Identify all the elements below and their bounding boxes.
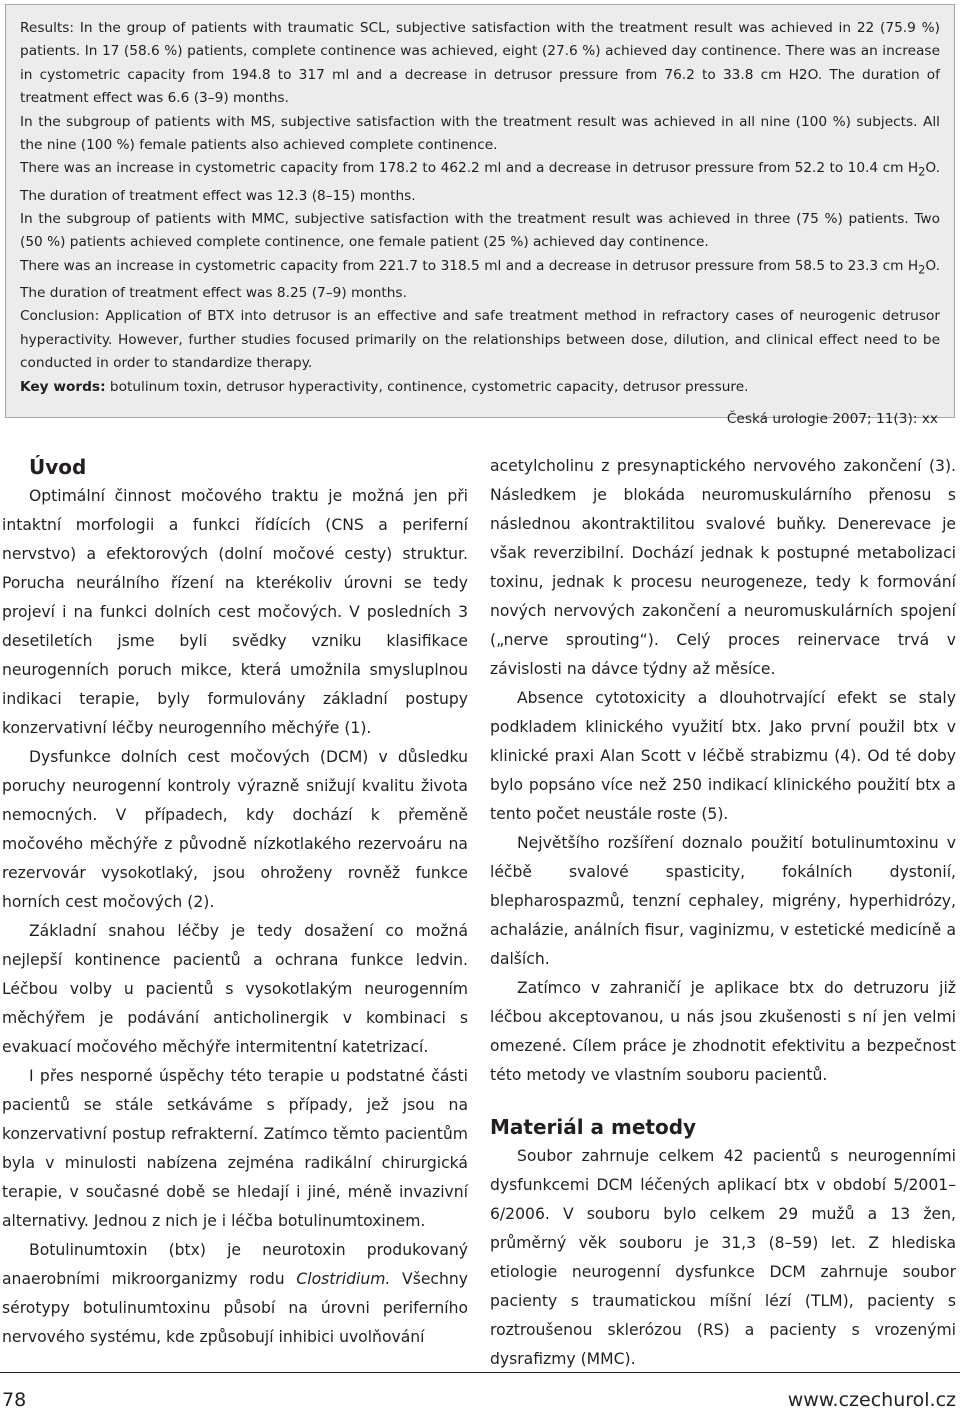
mmc-measurements-text: There was an increase in cystometric capacity from 221.7 to 318.5 ml and a decrease in detrusor pressure from 58.5 to 23.3 cm H xyxy=(20,257,919,274)
abstract-mmc-measurements xyxy=(20,255,940,306)
ms-subscript: 2 xyxy=(918,165,926,180)
intro-paragraph-4: I přes nesporné úspěchy této terapie u podstatné části pacientů se stále setkáváme s případy, jež jsou na konzervativní postup refrakterní. Zatímco těmto pacientům byla v minulosti nabízena zejména radikální chirurgická terapie, v současné době se hledají i jiné, méně invazivní alternativy. Jednou z nich je i léčba botulinumtoxinem. xyxy=(2,1067,468,1230)
right-column xyxy=(490,452,956,1374)
abstract-mmc-paragraph: In the subgroup of patients with MMC, subjective satisfaction with the treatment result was achieved in three (75 %) patients. Two (50 %) patients achieved complete continence, one female patient (25 %) achieved day continence. xyxy=(20,210,940,251)
right-paragraph-2: Absence cytotoxicity a dlouhotrvající efekt se staly podkladem klinického využití btx. Jako první použil btx v klinické praxi Alan Scott v léčbě strabizmu (4). Od té doby bylo popsáno více než 250 indikací klinického použití btx a tento počet neustále roste (5). xyxy=(490,689,956,823)
intro-paragraph-5 xyxy=(2,1236,468,1352)
continued-paragraph: acetylcholinu z presynaptického nervového zakončení (3). Následkem je blokáda neuromuskulárního přenosu s následnou akontraktilitou svalové buňky. Denerevace je však reverzibilní. Dochází jednak k postupné metabolizaci toxinu, jednak k procesu neurogeneze, tedy k formování nových nervových zakončení a neuromuskulárních spojení („nerve sprouting“). Celý proces reinervace trvá v závislosti na dávce týdny až měsíce. xyxy=(490,457,956,678)
abstract-results-paragraph: Results: In the group of patients with traumatic SCL, subjective satisfaction with the treatment result was achieved in 22 (75.9 %) patients. In 17 (58.6 %) patients, complete continence was achieved, eight (27.6 %) achieved day continence. There was an increase in cystometric capacity from 194.8 to 317 ml and a decrease in detrusor pressure from 76.2 to 33.8 cm H2O. The duration of treatment effect was 6.6 (3–9) months. xyxy=(20,20,940,107)
mmc-duration-text: O. The duration of treatment effect was 8.25 (7–9) months. xyxy=(20,257,940,301)
intro-heading: Úvod xyxy=(29,455,87,479)
abstract-ms-paragraph: In the subgroup of patients with MS, subjective satisfaction with the treatment result was achieved in all nine (100 %) subjects. All the nine (100 %) female patients also achieved complete continence. xyxy=(20,113,940,154)
abstract-ms-measurements xyxy=(20,157,940,208)
page-footer xyxy=(0,1372,960,1421)
abstract-box xyxy=(5,4,955,427)
btx-text-a: Botulinumtoxin (btx) je neurotoxin produkovaný anaerobními mikroorganizmy rodu xyxy=(2,1241,468,1288)
keywords-label: Key words: xyxy=(20,378,106,395)
abstract-keywords xyxy=(20,376,940,399)
page-number: 78 xyxy=(2,1389,27,1411)
right-paragraph-4: Zatímco v zahraničí je aplikace btx do detruzoru již léčbou akceptovanou, u nás jsou zkušenosti s ní jen velmi omezené. Cílem práce je zhodnotit efektivitu a bezpečnost této metody ve vlastním souboru pacientů. xyxy=(490,979,956,1084)
left-column xyxy=(2,452,468,1352)
right-paragraph-3: Největšího rozšíření doznalo použití botulinumtoxinu v léčbě svalové spasticity, fokálních dystonií, blepharospazmů, tenzní cephaley, migrény, hyperhidrózy, achalázie, análních fisur, vaginizmu, v estetické medicíně a dalších. xyxy=(490,834,956,968)
keywords-text: botulinum toxin, detrusor hyperactivity, continence, cystometric capacity, detrusor pressure. xyxy=(105,378,749,395)
ms-measurements-text: There was an increase in cystometric capacity from 178.2 to 462.2 ml and a decrease in detrusor pressure from 52.2 to 10.4 cm H xyxy=(20,160,919,177)
intro-paragraph-3: Základní snahou léčby je tedy dosažení co možná nejlepší kontinence pacientů a ochrana funkce ledvin. Léčbou volby u pacientů s vysokotlakým neurogenním měchýřem je podávání anticholinergik v kombinaci s evakuací močového měchýře intermitentní katetrizací. xyxy=(2,922,468,1056)
mmc-subscript: 2 xyxy=(918,262,926,277)
journal-url[interactable]: www.czechurol.cz xyxy=(787,1389,956,1411)
methods-paragraph: Soubor zahrnuje celkem 42 pacientů s neurogenními dysfunkcemi DCM léčených aplikací btx v období 5/2001–6/2006. V souboru bylo celkem 29 mužů a 13 žen, průměrný věk souboru je 31,3 (8–59) let. Z hlediska etiologie neurogenní dysfunkce DCM zahrnuje soubor pacienty s traumatickou míšní lézí (TLM), pacienty s roztroušenou sklerózou (RS) a pacienty s vrozenými dysrafizmy (MMC). xyxy=(490,1147,956,1368)
methods-heading: Materiál a metody xyxy=(490,1115,697,1139)
abstract-conclusion: Conclusion: Application of BTX into detrusor is an effective and safe treatment method in refractory cases of neurogenic detrusor hyperactivity. However, further studies focused primarily on the relationships between dose, dilution, and clinical effect need to be conducted in order to standardize therapy. xyxy=(20,308,940,372)
intro-paragraph-2: Dysfunkce dolních cest močových (DCM) v důsledku poruchy neurogenní kontroly výrazně snižují kvalitu života nemocných. V případech, kdy dochází k přeměně močového měchýře z původně nízkotlakého rezervoáru na rezervovár vysokotlaký, jsou ohroženy rovněž funkce horních cest močových (2). xyxy=(2,748,468,911)
intro-paragraph-1: Optimální činnost močového traktu je možná jen při intaktní morfologii a funkci řídících (CNS a periferní nervstvo) a efektorových (dolní močové cesty) struktur. Porucha neurálního řízení na kterékoliv úrovni se tedy projeví i na funkci dolních cest močových. V posledních 3 desetiletích jsme byli svědky vzniku klasifikace neurogenních poruch mikce, která umožnila smysluplnou indikaci terapie, byly formulovány základní postupy konzervativní léčby neurogenního měchýře (1). xyxy=(2,487,468,737)
clostridium-term: Clostridium. xyxy=(296,1270,391,1288)
journal-citation: Česká urologie 2007; 11(3): xx xyxy=(726,410,938,427)
ms-duration-text: O. The duration of treatment effect was 12.3 (8–15) months. xyxy=(20,160,940,204)
btx-text-b: Všechny sérotypy botulinumtoxinu působí na úrovni periferního nervového systému, kde způsobují inhibici uvolňování xyxy=(2,1270,468,1346)
